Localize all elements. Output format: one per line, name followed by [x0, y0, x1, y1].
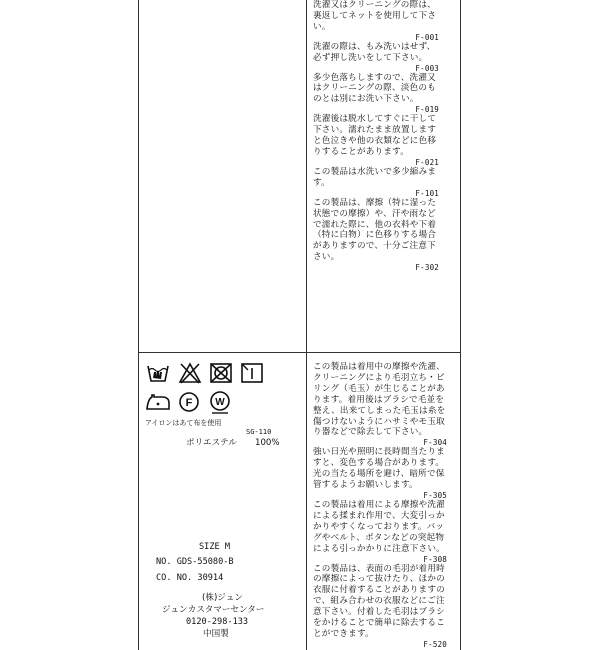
care-note: この製品は、表面の毛羽が着用時の摩擦によって抜けたり、ほかの衣服に付着することがありますので、組み合わせの衣服などにご注意下さい。付着した毛羽はブラシをかけることで簡単に除去することができます。 F-520	[313, 563, 447, 649]
no-tumble-dry-icon	[209, 362, 233, 384]
hand-wash-icon	[146, 362, 170, 384]
care-note: この製品は、摩擦（特に湿った状態での摩擦）や、汗や雨などで濡れた際に、他の衣料や下着（特に白物）に色移りする場合がありますので、十分ご注意下さい。 F-302	[313, 197, 439, 273]
customer-center: ジュンカスタマーセンター	[162, 605, 265, 615]
wet-clean-w-icon	[209, 391, 231, 415]
care-note: この製品は着用中の摩擦や洗濯、クリーニングにより毛羽立ち・ピリング（毛玉）が生じることがあります。着用後はブラシで毛並を整え、出来てしまった毛玉は糸を傷つけないようにハサミやモ玉取り器などで除去して下さい。 F-304	[313, 362, 447, 448]
care-note: 洗濯の際は、もみ洗いはせず、必ず押し洗いをして下さい。 F-003	[313, 41, 439, 73]
iron-note: アイロンはあて布を使用	[145, 419, 222, 427]
phone-number: 0120-298-133	[186, 617, 249, 627]
sg-code: SG-110	[246, 428, 272, 436]
care-note: 洗濯又はクリーニングの際は、裏返してネットを使用して下さい。 F-001	[313, 0, 439, 42]
right-border-line	[460, 0, 461, 650]
co-number: CO. NO. 30914	[156, 573, 224, 583]
material-percent: 100%	[255, 438, 280, 448]
care-note: この製品は着用による摩擦や洗濯による揉まれ作用で、大変引っかかりやすくなっております。バッグやベルト、ボタンなどの突起物による引っかかりに注意下さい。 F-308	[313, 499, 447, 564]
bottom-care-notes	[313, 362, 447, 649]
care-note: 洗濯後は脱水してすぐに干して下さい。濡れたまま放置しますと色泣きや他の衣類などに色移りすることがあります。 F-021	[313, 114, 439, 167]
care-note: この製品は水洗いで多少縮みます。 F-101	[313, 166, 439, 198]
material-name: ポリエステル	[186, 438, 237, 448]
no-bleach-icon	[178, 362, 202, 384]
line-dry-icon	[240, 362, 264, 384]
dry-clean-f-icon	[178, 391, 200, 413]
svg-text:W: W	[215, 397, 225, 408]
svg-text:F: F	[185, 397, 193, 409]
center-divider-line	[306, 0, 307, 650]
left-border-line	[138, 0, 139, 650]
iron-low-icon	[144, 392, 172, 412]
lower-section-divider	[138, 352, 460, 353]
top-care-notes	[313, 0, 439, 272]
care-note: 強い日光や照明に長時間当たりますと、変色する場合があります。光の当たる場所を避け、暗所で保管するようお願いします。 F-305	[313, 447, 447, 500]
company-name: (株)ジュン	[202, 593, 243, 603]
size-label: SIZE M	[199, 542, 231, 552]
care-note: 多少色落ちしますので、洗濯又はクリーニングの際、淡色のものとは別にお洗い下さい。 F-019	[313, 72, 439, 115]
product-number: NO. GDS-55080-B	[156, 557, 234, 567]
country-of-origin: 中国製	[203, 629, 229, 639]
